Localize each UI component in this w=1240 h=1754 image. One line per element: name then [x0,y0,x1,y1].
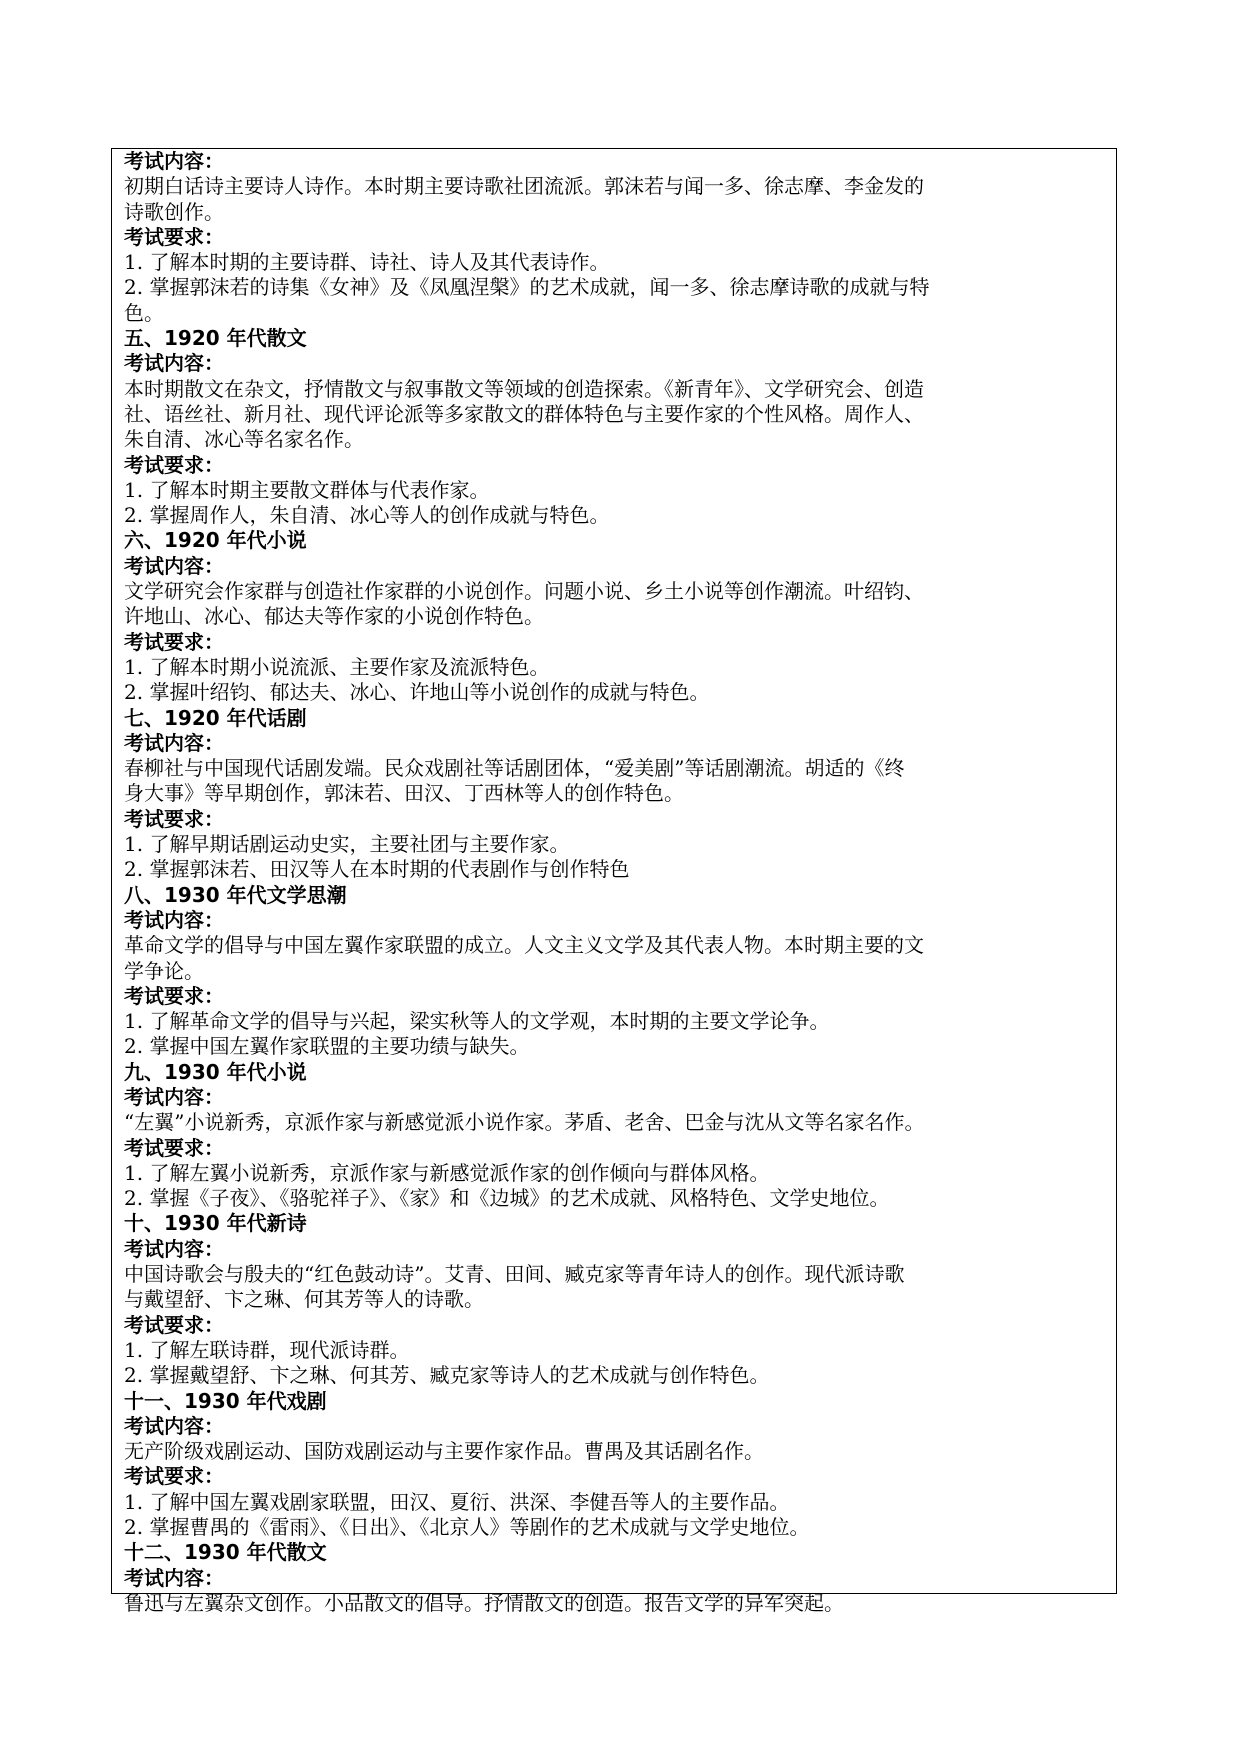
body-text-line: 1. 了解本时期主要散文群体与代表作家。 [124,477,490,502]
body-text-line: 春柳社与中国现代话剧发端。民众戏剧社等话剧团体，“爱美剧”等话剧潮流。胡适的《终 [124,756,905,781]
body-text-line: 文学研究会作家群与创造社作家群的小说创作。问题小说、乡土小说等创作潮流。叶绍钧、 [124,579,924,604]
body-text-line: 中国诗歌会与殷夫的“红色鼓动诗”。艾青、田间、臧克家等青年诗人的创作。现代派诗歌 [124,1262,905,1287]
body-text-line: 1. 了解左翼小说新秀，京派作家与新感觉派作家的创作倾向与群体风格。 [124,1160,770,1185]
field-label: 考试要求： [124,1135,224,1160]
body-text-line: 2. 掌握郭沫若、田汉等人在本时期的代表剧作与创作特色 [124,857,630,882]
body-text-line: 1. 了解中国左翼戏剧家联盟，田汉、夏衍、洪深、李健吾等人的主要作品。 [124,1489,790,1514]
section-heading: 八、1930 年代文学思潮 [124,882,347,907]
field-label: 考试要求： [124,1464,224,1489]
field-label: 考试内容： [124,149,224,173]
body-text-line: 许地山、冰心、郁达夫等作家的小说创作特色。 [124,604,544,629]
body-text-line: 革命文学的倡导与中国左翼作家联盟的成立。人文主义文学及其代表人物。本时期主要的文 [124,933,924,958]
body-text-line: 2. 掌握郭沫若的诗集《女神》及《凤凰涅槃》的艺术成就，闻一多、徐志摩诗歌的成就与特 [124,275,930,300]
field-label: 考试要求： [124,1312,224,1337]
body-text-line: 2. 掌握中国左翼作家联盟的主要功绩与缺失。 [124,1034,530,1059]
field-label: 考试内容： [124,351,224,376]
body-text-line: 2. 掌握《子夜》、《骆驼祥子》、《家》和《边城》的艺术成就、风格特色、文学史地位。 [124,1186,890,1211]
body-text-line: 1. 了解本时期小说流派、主要作家及流派特色。 [124,654,550,679]
section-heading: 六、1920 年代小说 [124,528,307,553]
body-text-line: 身大事》等早期创作，郭沫若、田汉、丁西林等人的创作特色。 [124,781,684,806]
body-text-line: 学争论。 [124,958,204,983]
section-heading: 五、1920 年代散文 [124,326,307,351]
body-text-line: 与戴望舒、卞之琳、何其芳等人的诗歌。 [124,1287,484,1312]
field-label: 考试要求： [124,983,224,1008]
body-text-line: 本时期散文在杂文，抒情散文与叙事散文等领域的创造探索。《新青年》、文学研究会、创造 [124,376,924,401]
field-label: 考试内容： [124,1084,224,1109]
field-label: 考试内容： [124,1236,224,1261]
field-label: 考试要求： [124,629,224,654]
field-label: 考试要求： [124,452,224,477]
field-label: 考试要求： [124,806,224,831]
body-text-line: 1. 了解本时期的主要诗群、诗社、诗人及其代表诗作。 [124,250,610,275]
body-text-line: 社、语丝社、新月社、现代评论派等多家散文的群体特色与主要作家的个性风格。周作人、 [124,401,924,426]
body-text-line: 初期白话诗主要诗人诗作。本时期主要诗歌社团流派。郭沫若与闻一多、徐志摩、李金发的 [124,174,924,199]
body-text-line: 2. 掌握叶绍钧、郁达夫、冰心、许地山等小说创作的成就与特色。 [124,680,710,705]
body-text-line: 诗歌创作。 [124,199,224,224]
field-label: 考试内容： [124,553,224,578]
section-heading: 十一、1930 年代戏剧 [124,1388,327,1413]
body-text-line: 鲁迅与左翼杂文创作。小品散文的倡导。抒情散文的创造。报告文学的异军突起。 [124,1590,844,1615]
body-text-line: 1. 了解左联诗群，现代派诗群。 [124,1337,410,1362]
content-table-cell [111,148,1117,1615]
body-text-line: 2. 掌握周作人，朱自清、冰心等人的创作成就与特色。 [124,503,610,528]
section-heading: 七、1920 年代话剧 [124,705,307,730]
field-label: 考试内容： [124,907,224,932]
field-label: 考试内容： [124,1565,224,1590]
body-text-line: 1. 了解革命文学的倡导与兴起，梁实秋等人的文学观，本时期的主要文学论争。 [124,1009,830,1034]
body-text-line: 2. 掌握曹禺的《雷雨》、《日出》、《北京人》等剧作的艺术成就与文学史地位。 [124,1515,810,1540]
field-label: 考试内容： [124,730,224,755]
field-label: 考试内容： [124,1413,224,1438]
section-heading: 九、1930 年代小说 [124,1059,307,1084]
body-text-line: “左翼”小说新秀，京派作家与新感觉派小说作家。茅盾、老舍、巴金与沈从文等名家名作。 [124,1110,925,1135]
section-heading: 十二、1930 年代散文 [124,1540,327,1565]
section-heading: 十、1930 年代新诗 [124,1211,307,1236]
body-text-line: 朱自清、冰心等名家名作。 [124,427,364,452]
field-label: 考试要求： [124,224,224,249]
body-text-line: 2. 掌握戴望舒、卞之琳、何其芳、臧克家等诗人的艺术成就与创作特色。 [124,1363,770,1388]
body-text-line: 色。 [124,300,164,325]
body-text-line: 1. 了解早期话剧运动史实，主要社团与主要作家。 [124,832,570,857]
body-text-line: 无产阶级戏剧运动、国防戏剧运动与主要作家作品。曹禺及其话剧名作。 [124,1439,764,1464]
